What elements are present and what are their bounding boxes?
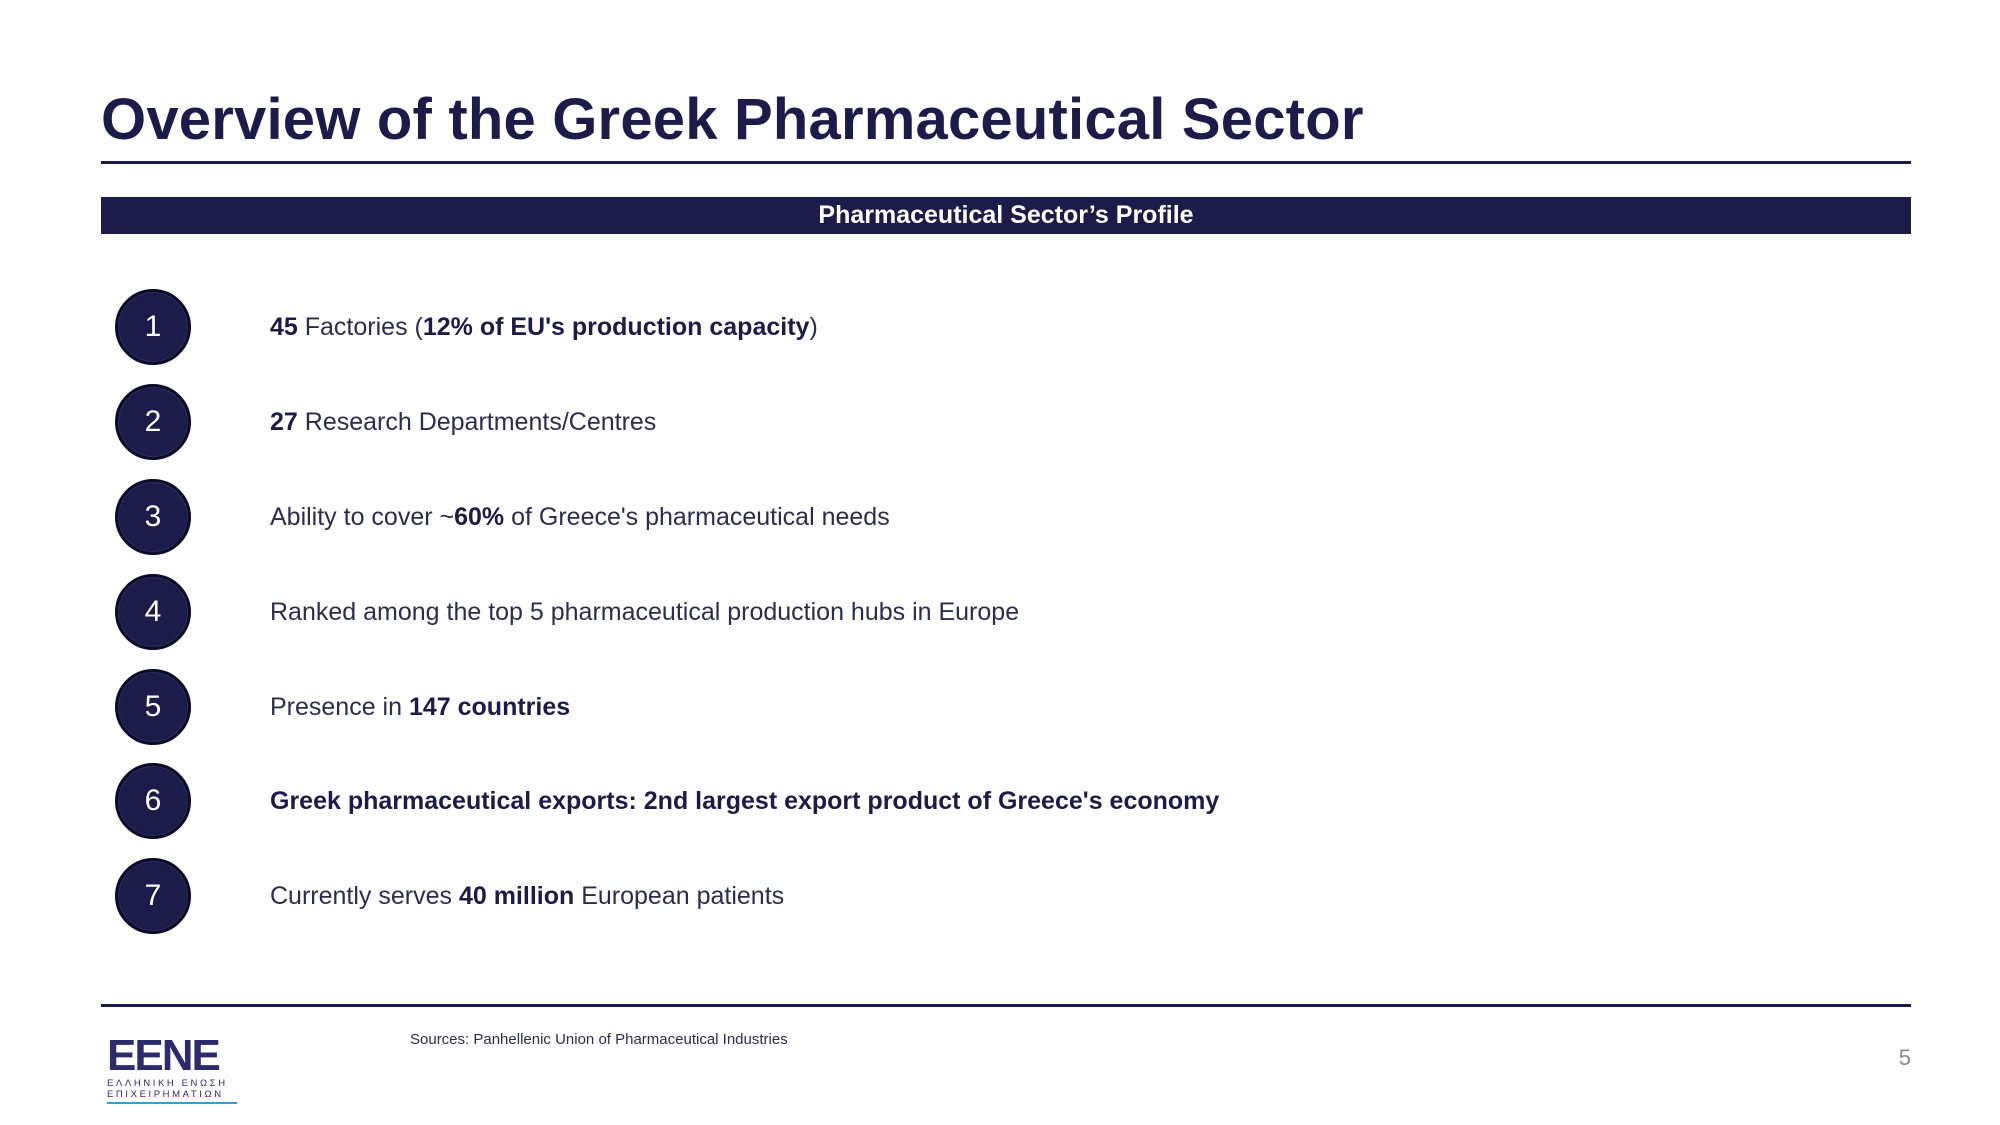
item-text-bold: 147 countries: [408, 692, 571, 721]
footer-divider: [101, 1004, 1911, 1007]
sources-note: Sources: Panhellenic Union of Pharmaceutical Industries: [410, 1031, 788, 1048]
item-text-bold: Greek pharmaceutical exports: 2nd largest export product of Greece's economy: [270, 786, 1220, 815]
page-number: 5: [1898, 1045, 1911, 1070]
list-item: [115, 858, 1815, 934]
list-item: [115, 384, 1815, 460]
list-item: [115, 669, 1815, 745]
item-text-bold: 60%: [454, 502, 505, 531]
logo-line-2: ΕΠΙΧΕΙΡΗΜΑΤΙΩΝ: [107, 1089, 224, 1100]
list-item-text: [270, 313, 818, 342]
page-title: Overview of the Greek Pharmaceutical Sector: [101, 87, 1364, 152]
list-item-text: [270, 598, 1019, 627]
number-badge: 1: [115, 289, 191, 365]
section-header-bar: [101, 197, 1911, 234]
list-item-text: [270, 882, 784, 911]
number-badge: 2: [115, 384, 191, 460]
list-item: [115, 289, 1815, 365]
item-text-part: European patients: [574, 881, 785, 910]
logo-mark: EENE: [107, 1031, 219, 1080]
item-text-bold: 40 million: [458, 881, 575, 910]
item-text-part: Ability to cover ~: [270, 502, 455, 531]
list-item: [115, 574, 1815, 650]
item-text-part: Research Departments/Centres: [297, 407, 657, 436]
list-item-text: [270, 503, 890, 532]
number-badge: 6: [115, 763, 191, 839]
item-text-part: of Greece's pharmaceutical needs: [504, 502, 890, 531]
logo-underline: [107, 1102, 237, 1104]
item-text-part: Presence in: [270, 692, 409, 721]
logo-line-1: ΕΛΛΗΝΙΚΗ ΕΝΩΣΗ: [107, 1078, 228, 1089]
list-item: [115, 763, 1815, 839]
item-text-part: Factories (: [297, 312, 423, 341]
number-badge: 7: [115, 858, 191, 934]
list-item: [115, 479, 1815, 555]
eene-logo: [107, 1031, 239, 1106]
number-badge: 5: [115, 669, 191, 745]
item-text-bold: 12% of EU's production capacity: [422, 312, 810, 341]
title-divider: [101, 161, 1911, 164]
item-text-bold: 27: [270, 407, 298, 436]
section-header-label: Pharmaceutical Sector’s Profile: [818, 201, 1194, 229]
list-item-text: [270, 408, 656, 437]
list-item-text: [270, 693, 570, 722]
item-text-part: Currently serves: [270, 881, 459, 910]
number-badge: 4: [115, 574, 191, 650]
item-text-part: Ranked among the top 5 pharmaceutical production hubs in Europe: [270, 597, 1020, 626]
item-text-bold: 45: [270, 312, 298, 341]
list-item-text: [270, 787, 1219, 816]
item-text-part: ): [809, 312, 818, 341]
number-badge: 3: [115, 479, 191, 555]
